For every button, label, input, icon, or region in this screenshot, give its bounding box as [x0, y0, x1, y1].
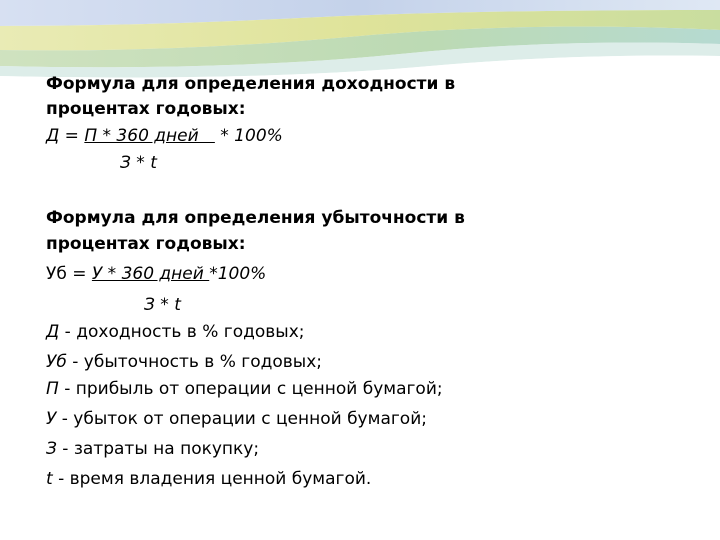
- definition-symbol: Д: [46, 322, 60, 342]
- definition-text: - убыток от операции с ценной бумагой;: [56, 409, 427, 429]
- heading-loss-line-1: Формула для определения убыточности в: [46, 208, 465, 228]
- heading-yield-line-2: процентах годовых:: [46, 99, 246, 119]
- formula-yield-denominator: З * t: [120, 153, 157, 173]
- formula-loss-result: Уб: [46, 264, 67, 284]
- formula-loss-multiplier: *100%: [209, 264, 267, 284]
- definition-item: [46, 437, 259, 461]
- definition-text: - доходность в % годовых;: [59, 322, 305, 342]
- definition-text: - время владения ценной бумагой.: [52, 469, 372, 489]
- formula-loss-numerator: У * 360 дней: [91, 264, 210, 284]
- formula-yield-numerator: П * 360 дней: [84, 126, 215, 146]
- definition-text: - прибыль от операции с ценной бумагой;: [58, 379, 443, 399]
- formula-yield: [46, 124, 283, 148]
- formula-loss-denominator: З * t: [144, 295, 181, 315]
- definition-text: - затраты на покупку;: [56, 439, 260, 459]
- definition-symbol: Уб: [46, 352, 67, 372]
- definition-item: [46, 350, 322, 374]
- formula-loss-equals: =: [66, 264, 92, 284]
- formula-yield-result: Д: [46, 126, 60, 146]
- definition-symbol: У: [46, 409, 57, 429]
- definition-symbol: З: [46, 439, 57, 459]
- definition-symbol: П: [46, 379, 59, 399]
- formula-yield-multiplier: * 100%: [214, 126, 283, 146]
- heading-loss-line-2: процентах годовых:: [46, 234, 246, 254]
- definition-item: [46, 377, 443, 401]
- definition-item: [46, 320, 304, 344]
- definition-item: [46, 407, 427, 431]
- definition-item: [46, 467, 371, 491]
- formula-yield-equals: =: [59, 126, 85, 146]
- definition-text: - убыточность в % годовых;: [66, 352, 322, 372]
- heading-yield-line-1: Формула для определения доходности в: [46, 74, 456, 94]
- definition-symbol: t: [46, 469, 53, 489]
- formula-loss: [46, 262, 266, 286]
